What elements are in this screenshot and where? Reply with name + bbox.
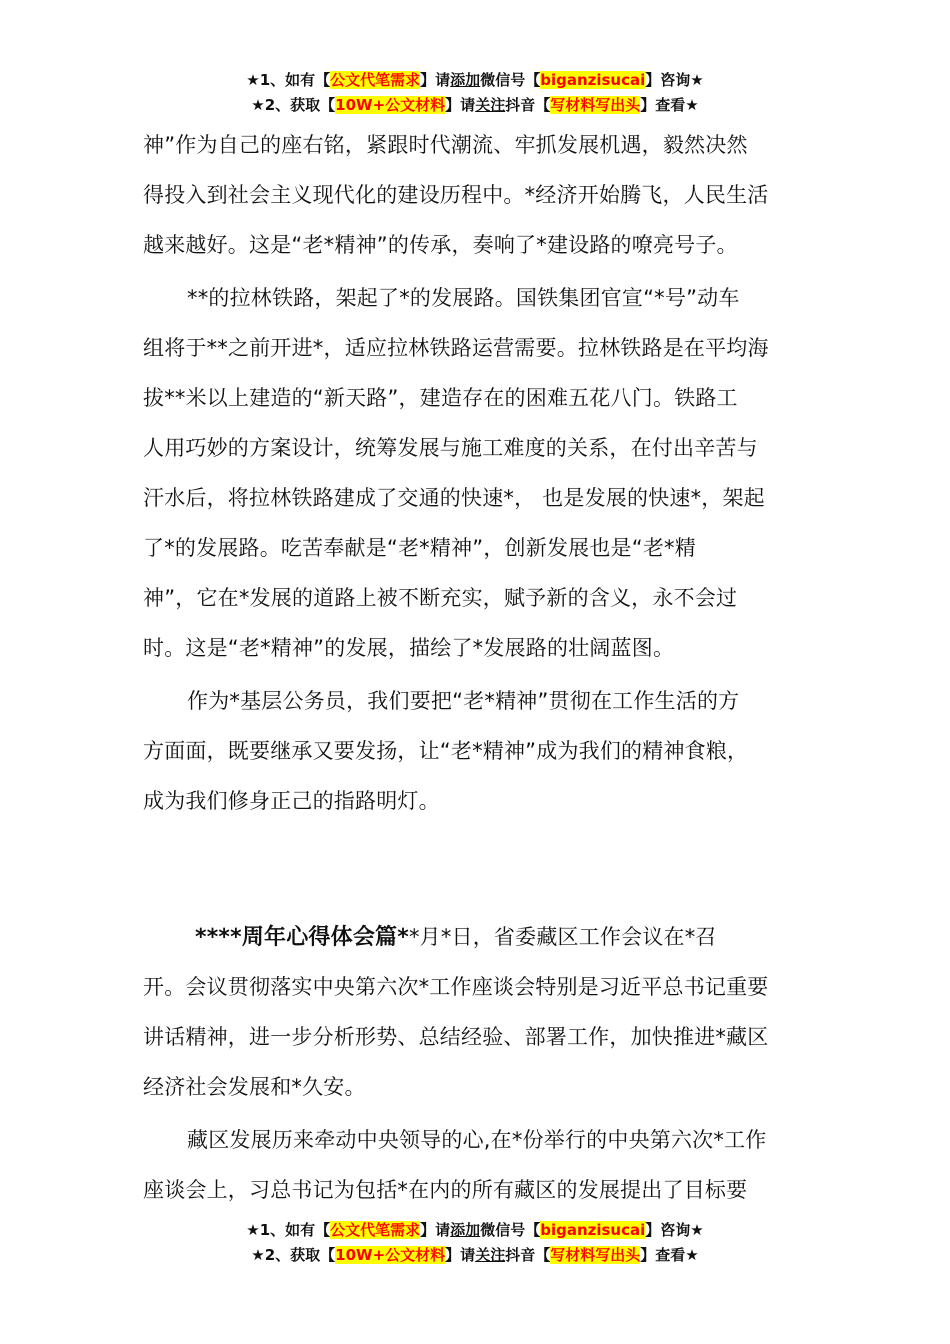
banner-text: 1、如有【 <box>259 1221 331 1239</box>
banner-text: 】请 <box>420 1221 451 1239</box>
highlight-service: 公文代笔需求 <box>330 1221 421 1239</box>
underlined-word: 添加 <box>450 71 481 89</box>
star-icon: ★ <box>246 1221 260 1239</box>
section-first-line <box>143 912 811 962</box>
text-line: 作为*基层公务员，我们要把“老*精神”贯彻在工作生活的方 <box>187 689 740 713</box>
highlight-materials: 10W+公文材料 <box>335 96 446 114</box>
underlined-word: 添加 <box>450 1221 481 1239</box>
highlight-wechat-id[interactable]: biganzisucai <box>540 1221 646 1239</box>
text-line: 开。会议贯彻落实中央第六次*工作座谈会特别是习近平总书记重要 <box>143 975 769 999</box>
banner-text: 】请 <box>445 1246 476 1264</box>
star-icon: ★ <box>685 96 699 114</box>
underlined-word: 关注 <box>475 96 506 114</box>
underlined-word: 关注 <box>475 1246 506 1264</box>
banner-line-2 <box>0 1243 950 1268</box>
section-heading: ****周年心得体会篇* <box>195 925 409 950</box>
text-line: 拔**米以上建造的“新天路”，建造存在的困难五花八门。铁路工 <box>143 386 738 410</box>
highlight-douyin[interactable]: 写材料写出头 <box>550 1246 641 1264</box>
highlight-service: 公文代笔需求 <box>330 71 421 89</box>
star-icon: ★ <box>251 1246 265 1264</box>
text-line: 方面面，既要继承又要发扬，让“老*精神”成为我们的精神食粮， <box>143 739 749 763</box>
star-icon: ★ <box>251 96 265 114</box>
text-line: 讲话精神，进一步分析形势、总结经验、部署工作，加快推进*藏区 <box>143 1025 769 1049</box>
text-line: 成为我们修身正己的指路明灯。 <box>143 789 440 813</box>
banner-text: 】咨询 <box>645 71 691 89</box>
highlight-materials: 10W+公文材料 <box>335 1246 446 1264</box>
banner-text: 】查看 <box>640 96 686 114</box>
banner-text: 抖音【 <box>505 96 551 114</box>
text-line: 得投入到社会主义现代化的建设历程中。*经济开始腾飞，人民生活 <box>143 183 769 207</box>
banner-text: 抖音【 <box>505 1246 551 1264</box>
text-line: 越来越好。这是“老*精神”的传承，奏响了*建设路的嘹亮号子。 <box>143 233 738 257</box>
text-line: 藏区发展历来牵动中央领导的心,在*份举行的中央第六次*工作 <box>187 1128 767 1152</box>
text-line: 汗水后，将拉林铁路建成了交通的快速*， 也是发展的快速*，架起 <box>143 486 765 510</box>
banner-line-1 <box>0 1218 950 1243</box>
highlight-douyin[interactable]: 写材料写出头 <box>550 96 641 114</box>
star-icon: ★ <box>690 1221 704 1239</box>
header-banner <box>0 68 950 118</box>
highlight-wechat-id[interactable]: biganzisucai <box>540 71 646 89</box>
star-icon: ★ <box>690 71 704 89</box>
text-line: 座谈会上，习总书记为包括*在内的所有藏区的发展提出了目标要 <box>143 1178 748 1202</box>
star-icon: ★ <box>246 71 260 89</box>
text-line: 组将于**之前开进*，适应拉林铁路运营需要。拉林铁路是在平均海 <box>143 336 769 360</box>
banner-text: 】请 <box>445 96 476 114</box>
banner-text: 微信号【 <box>480 1221 541 1239</box>
banner-text: 】查看 <box>640 1246 686 1264</box>
banner-text: 1、如有【 <box>259 71 331 89</box>
banner-text: 】咨询 <box>645 1221 691 1239</box>
text-line: 经济社会发展和*久安。 <box>143 1075 366 1099</box>
banner-text: 2、获取【 <box>264 96 336 114</box>
banner-line-2 <box>0 93 950 118</box>
text-line: 神”，它在*发展的道路上被不断充实，赋予新的含义，永不会过 <box>143 586 738 610</box>
banner-text: 】请 <box>420 71 451 89</box>
text-line: 时。这是“老*精神”的发展，描绘了*发展路的壮阔蓝图。 <box>143 636 675 660</box>
document-body <box>143 120 811 1215</box>
banner-text: 2、获取【 <box>264 1246 336 1264</box>
banner-text: 微信号【 <box>480 71 541 89</box>
text-run: *月*日，省委藏区工作会议在*召 <box>408 925 717 949</box>
banner-line-1 <box>0 68 950 93</box>
footer-banner <box>0 1218 950 1268</box>
text-line: 了*的发展路。吃苦奉献是“老*精神”，创新发展也是“老*精 <box>143 536 696 560</box>
text-line: 人用巧妙的方案设计，统筹发展与施工难度的关系，在付出辛苦与 <box>143 436 758 460</box>
text-line: 神”作为自己的座右铭，紧跟时代潮流、牢抓发展机遇，毅然决然 <box>143 133 748 157</box>
text-line: **的拉林铁路，架起了*的发展路。国铁集团官宣“*号”动车 <box>187 286 740 310</box>
star-icon: ★ <box>685 1246 699 1264</box>
